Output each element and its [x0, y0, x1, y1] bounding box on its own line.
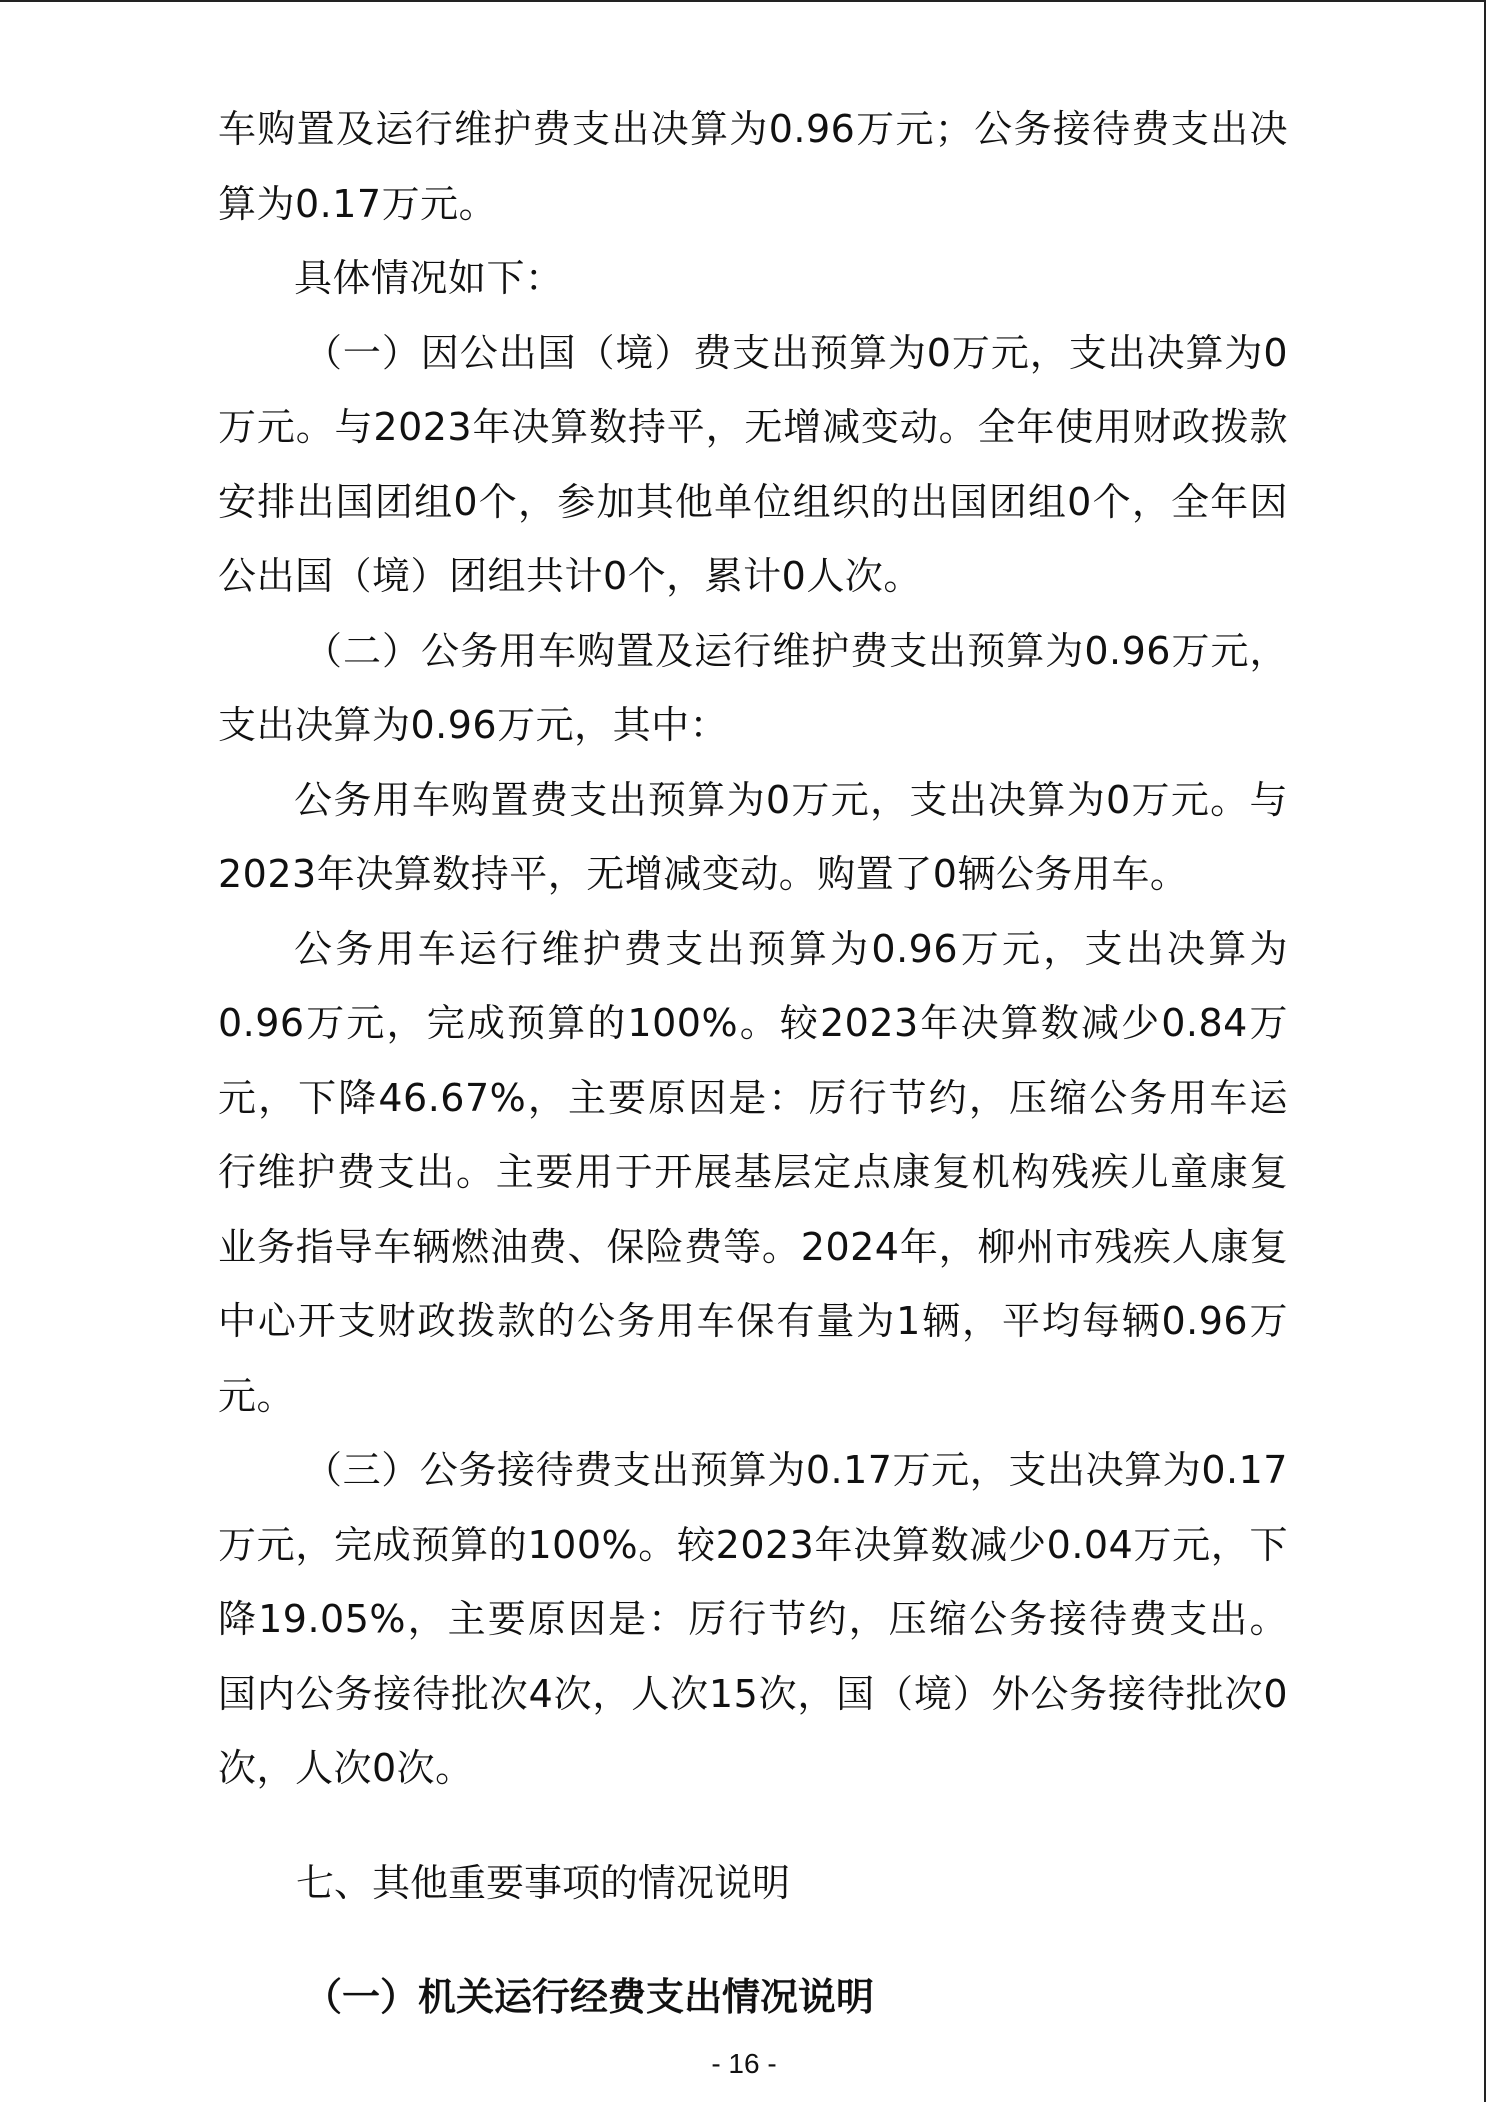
paragraph-continuation: 车购置及运行维护费支出决算为0.96万元；公务接待费支出决算为0.17万元。	[218, 107, 1288, 226]
paragraph-vehicle-expenses: （二）公务用车购置及运行维护费支出预算为0.96万元，支出决算为0.96万元，其中：	[218, 628, 1288, 747]
subsection-heading-7-1: （一）机关运行经费支出情况说明	[304, 1974, 875, 2019]
page-number: - 16 -	[711, 2048, 777, 2079]
document-body	[218, 92, 1288, 2034]
paragraph-abroad-expenses: （一）因公出国（境）费支出预算为0万元，支出决算为0万元。与2023年决算数持平，无增减变动。全年使用财政拨款安排出国团组0个，参加其他单位组织的出国团组0个，全年因公出国（境）团组共计0个，累计0人次。	[218, 330, 1288, 598]
paragraph-vehicle-purchase: 公务用车购置费支出预算为0万元，支出决算为0万元。与2023年决算数持平，无增减变动。购置了0辆公务用车。	[218, 777, 1288, 896]
section-heading-7: 七、其他重要事项的情况说明	[296, 1860, 791, 1905]
paragraph-reception-expenses: （三）公务接待费支出预算为0.17万元，支出决算为0.17万元，完成预算的100%。较2023年决算数减少0.04万元，下降19.05%，主要原因是：厉行节约，压缩公务接待费支出。国内公务接待批次4次，人次15次，国（境）外公务接待批次0次，人次0次。	[218, 1448, 1288, 1790]
paragraph-intro: 具体情况如下：	[294, 256, 564, 300]
paragraph-vehicle-maintenance: 公务用车运行维护费支出预算为0.96万元，支出决算为0.96万元，完成预算的100%。较2023年决算数减少0.84万元，下降46.67%，主要原因是：厉行节约，压缩公务用车运行维护费支出。主要用于开展基层定点康复机构残疾儿童康复业务指导车辆燃油费、保险费等。2024年，柳州市残疾人康复中心开支财政拨款的公务用车保有量为1辆，平均每辆0.96万元。	[218, 926, 1288, 1418]
